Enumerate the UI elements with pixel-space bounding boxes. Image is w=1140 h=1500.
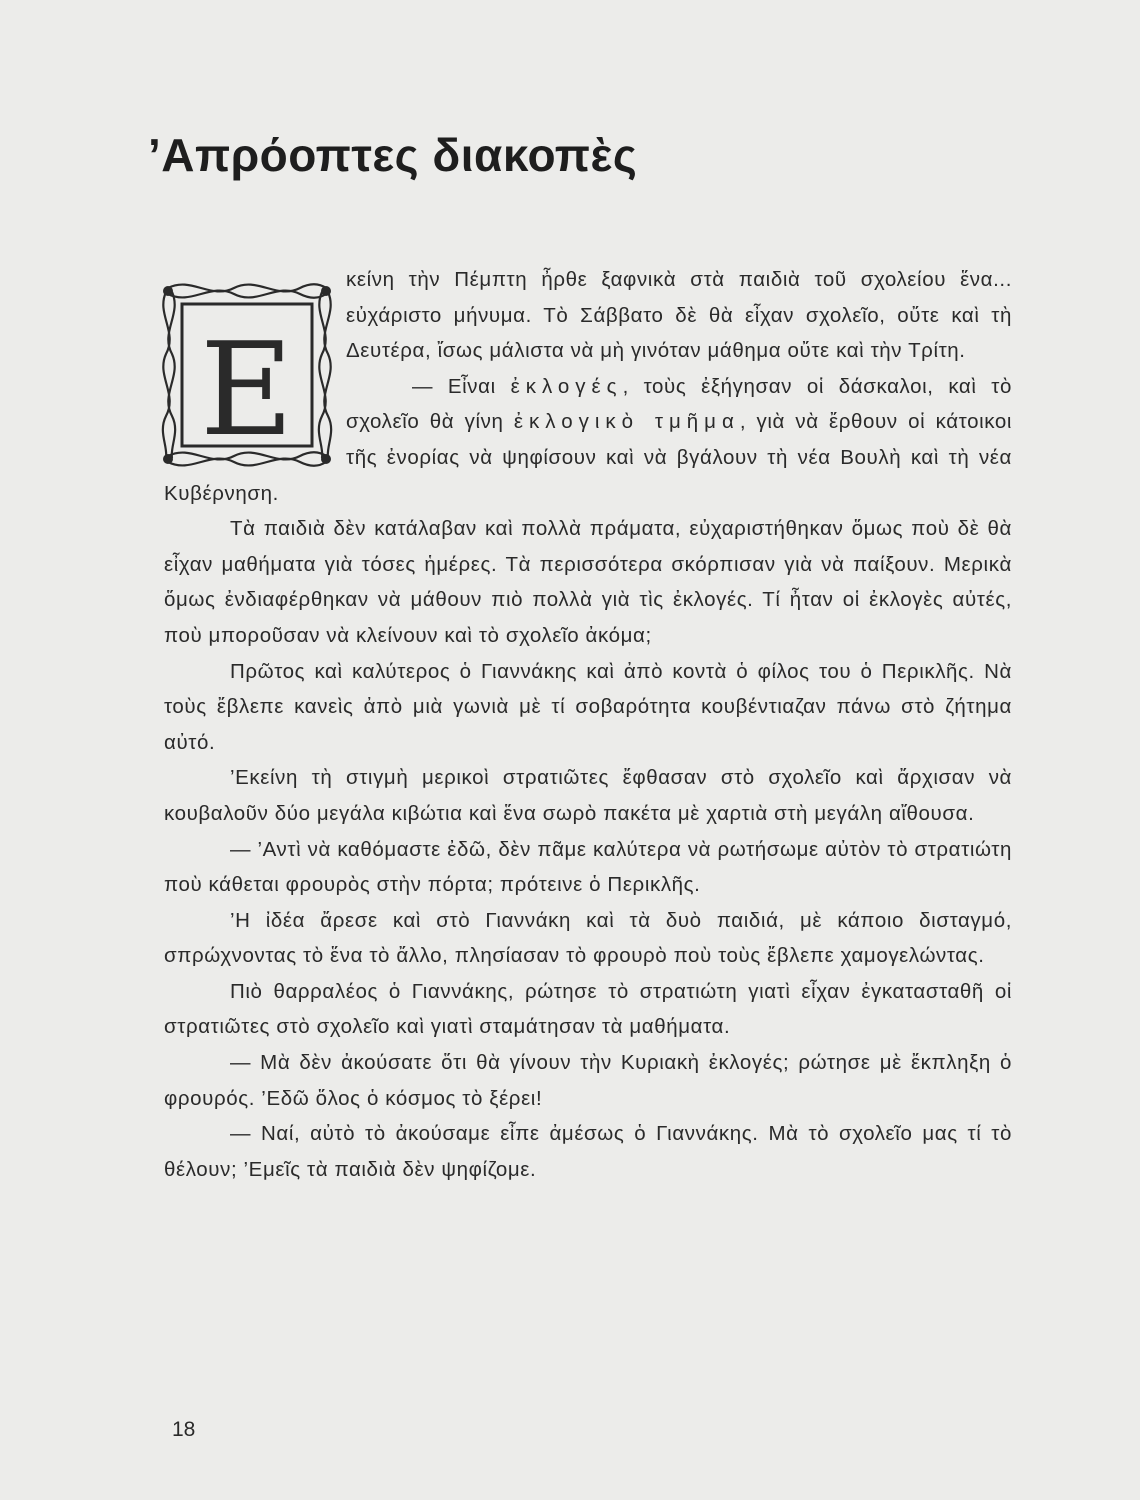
paragraph-text: κείνη τὴν Πέμπτη ἦρθε ξαφνικὰ στὰ παιδιὰ τοῦ σχολείου ἕνα... εὐχάριστο μήνυμα. Τὸ Σάββατο δὲ θὰ εἶχαν σχολεῖο, οὔτε καὶ τὴ Δευτέρα, ἴσως μάλιστα νὰ μὴ γινόταν μάθημα οὔτε καὶ τὴν Τρίτη. <box>346 268 1012 363</box>
paragraph-10: — Ναί, αὐτὸ τὸ ἀκούσαμε εἶπε ἀμέσως ὁ Γιαννάκης. Μὰ τὸ σχολεῖο μας τί τὸ θέλουν; ’Εμεῖς τὰ παιδιὰ δὲν ψηφίζομε. <box>164 1122 1012 1181</box>
page-number: 18 <box>172 1418 196 1441</box>
paragraph-5: ’Εκείνη τὴ στιγμὴ μερικοὶ στρατιῶτες ἔφθασαν στὸ σχολεῖο καὶ ἄρχισαν νὰ κουβαλοῦν δύο μεγάλα κιβώτια καὶ ἕνα σωρὸ πακέτα μὲ χαρτιὰ στὴ μεγάλη αἴθουσα. <box>164 766 1012 825</box>
chapter-title: ’Απρόοπτες διακοπὲς <box>148 129 638 181</box>
paragraph-8: Πιὸ θαρραλέος ὁ Γιαννάκης, ρώτησε τὸ στρατιώτη γιατὶ εἶχαν ἐγκατασταθῆ οἱ στρατιῶτες στὸ σχολεῖο καὶ γιατὶ σταμάτησαν τὰ μαθήματα. <box>164 979 1012 1039</box>
paragraph-7: ’Η ἰδέα ἄρεσε καὶ στὸ Γιαννάκη καὶ τὰ δυὸ παιδιά, μὲ κάποιο δισταγμό, σπρώχνοντας τὸ ἕνα τὸ ἄλλο, πλησίασαν τὸ φρουρὸ ποὺ τοὺς ἔβλεπε χαμογελώντας. <box>164 908 1012 968</box>
emphasis-text: ἐκλογές <box>510 374 623 398</box>
dialogue-text: , τοὺς ἐξήγησαν οἱ δάσκαλοι, καὶ τὸ σχολεῖο θὰ γίνη <box>346 374 1013 434</box>
emphasis-text: ἐκλογικὸ τμῆμα <box>513 410 740 434</box>
dropcap-letter: Ε <box>199 316 295 465</box>
paragraph-4: Πρῶτος καὶ καλύτερος ὁ Γιαννάκης καὶ ἀπὸ κοντὰ ὁ φίλος του ὁ Περικλῆς. Νὰ τοὺς ἔβλεπε κανεὶς ἀπὸ μιὰ γωνιὰ μὲ τί σοβαρότητα κουβέντιαζαν πάνω στὸ ζήτημα αὐτό. <box>164 659 1012 754</box>
paragraph-9: — Μὰ δὲν ἀκούσατε ὅτι θὰ γίνουν τὴν Κυριακὴ ἐκλογές; ρώτησε μὲ ἔκπληξη ὁ φρουρός. ’Εδῶ ὅλος ὁ κόσμος τὸ ξέρει! <box>164 1051 1012 1110</box>
ornamental-dropcap <box>156 274 336 474</box>
paragraph-6: — ’Αντὶ νὰ καθόμαστε ἐδῶ, δὲν πᾶμε καλύτερα νὰ ρωτήσωμε αὐτὸν τὸ στρατιώτη ποὺ κάθεται φρουρὸς στὴν πόρτα; πρότεινε ὁ Περικλῆς. <box>164 837 1012 897</box>
dialogue-text: — Εἶναι <box>412 374 511 398</box>
ornament-frame-icon <box>156 274 336 474</box>
paragraph-3: Τὰ παιδιὰ δὲν κατάλαβαν καὶ πολλὰ πράματα, εὐχαριστήθηκαν ὅμως ποὺ δὲ θὰ εἶχαν μαθήματα γιὰ τόσες ἡμέρες. Τὰ περισσότερα σκόρπισαν γιὰ νὰ παίξουν. Μερικὰ ὅμως ἐνδιαφέρθηκαν νὰ μάθουν πιὸ πολλὰ γιὰ τὶς ἐκλογές. Τί ἦταν οἱ ἐκλογὲς αὐτές, ποὺ μποροῦσαν νὰ κλείνουν καὶ τὸ σχολεῖο ἀκόμα; <box>164 517 1012 647</box>
chapter-body <box>164 262 1012 1187</box>
dialogue-text: , γιὰ νὰ ἔρθουν οἱ κάτοικοι τῆς ἐνορίας νὰ ψηφίσουν καὶ νὰ βγάλουν τὴ νέα Βουλὴ καὶ τὴ νέα Κυβέρνηση. <box>164 410 1012 505</box>
